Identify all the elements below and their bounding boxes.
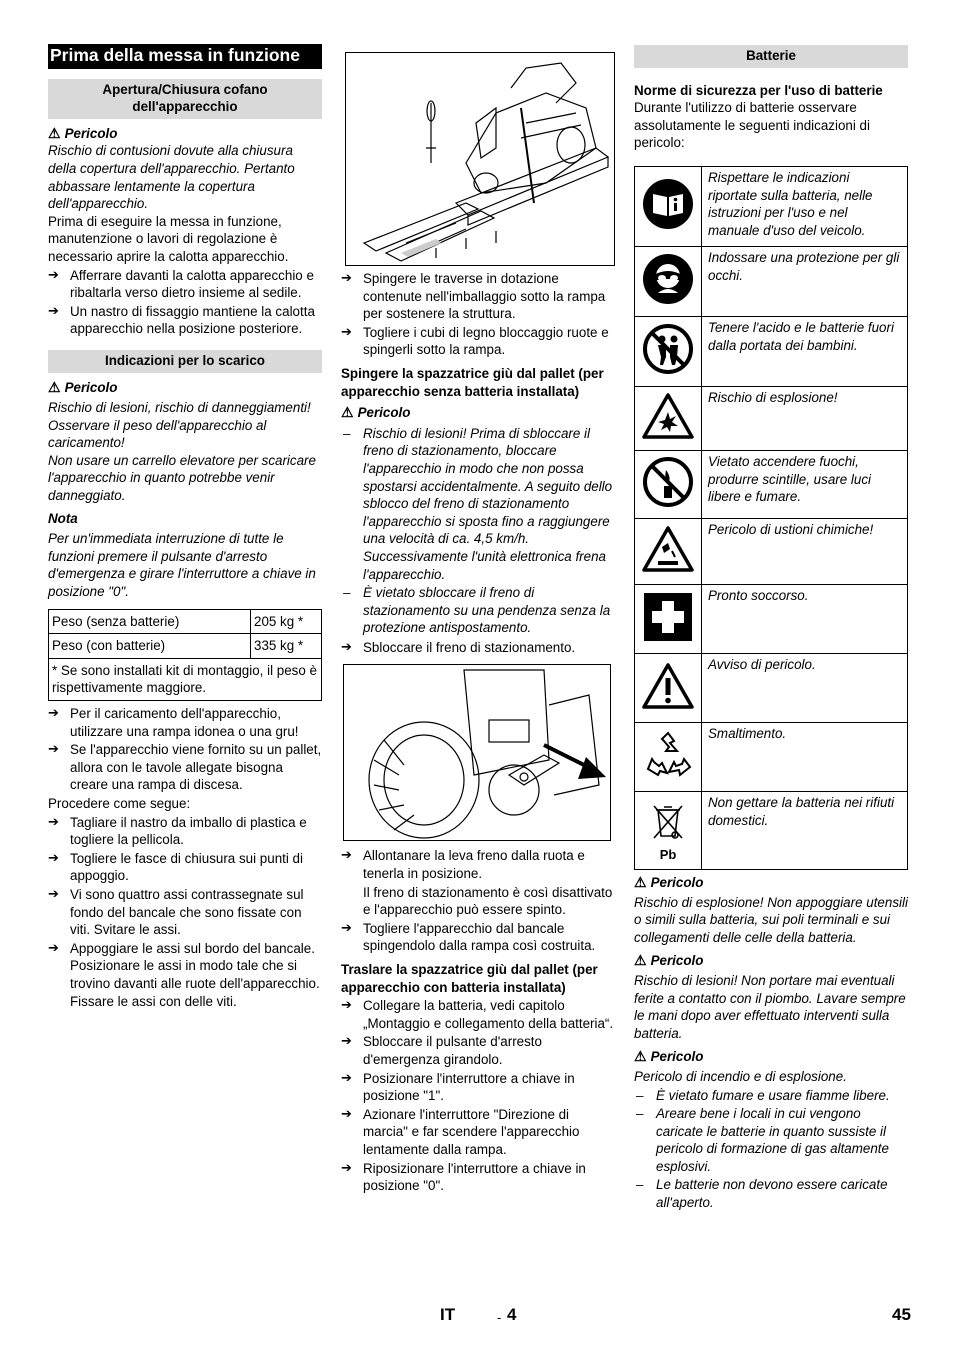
warning-text: Rischio di esplosione! Non appoggiare utensili o simili sulla batteria, sui poli terminali e sui collegamenti delle celle della batteria. bbox=[634, 894, 908, 945]
step-item: ➔ Togliere i cubi di legno bloccaggio ruote e spingerli sotto la rampa. bbox=[341, 324, 615, 359]
table-row bbox=[49, 634, 322, 659]
symbol-text: Avviso di pericolo. bbox=[702, 653, 908, 722]
column-middle bbox=[341, 44, 615, 1196]
brake-lever-illustration bbox=[343, 664, 611, 841]
warning-label: ⚠ Pericolo bbox=[634, 1048, 704, 1065]
subheading-batteries: Batterie bbox=[634, 45, 908, 68]
step-item: ➔ Sbloccare il freno di stazionamento. bbox=[341, 639, 615, 657]
dash-item: – Rischio di lesioni! Prima di sbloccare il freno di stazionamento, bloccare l'apparecchio in modo che non possa spostarsi accidentalmente. A seguito dello sblocco del freno di stazionamento l'apparecchio si sposta fino a raggiungere una velocità di ca. 4,5 km/h. Successivamente l'unità elettronica frena l'apparecchio. bbox=[341, 425, 615, 583]
table-row bbox=[635, 584, 908, 653]
step-item: ➔ Se l'apparecchio viene fornito su un pallet, allora con le tavole allegate bisogna creare una rampa di discesa. bbox=[48, 741, 322, 794]
warning-text: Rischio di lesioni! Non portare mai eventuali ferite a contatto con il piombo. Lavare sempre le mani dopo aver effettuato interventi sulla batteria. bbox=[634, 972, 906, 1041]
dash-item: – È vietato fumare e usare fiamme libere. bbox=[634, 1087, 908, 1105]
warning-triangle-icon: ⚠ bbox=[48, 124, 61, 141]
step-item: ➔ Tagliare il nastro da imballo di plastica e togliere la pellicola. bbox=[48, 814, 322, 849]
table-row bbox=[49, 658, 322, 700]
note-text: Per un'immediata interruzione di tutte le funzioni premere il pulsante d'arresto d'emergenza e girare l'interruttore a chiave in posizione "0". bbox=[48, 531, 316, 600]
symbol-text: Tenere l'acido e le batterie fuori dalla portata dei bambini. bbox=[702, 316, 908, 386]
no-fire-icon bbox=[635, 450, 702, 518]
step-item: ➔ Appoggiare le assi sul bordo del bancale. Posizionare le assi in modo tale che si trovino davanti alle ruote dell'apparecchio. Fissare le assi con delle viti. bbox=[48, 940, 322, 1010]
no-children-icon bbox=[635, 316, 702, 386]
paragraph: Il freno di stazionamento è così disattivato e l'apparecchio può essere spinto. bbox=[363, 884, 613, 918]
step-item: ➔ Collegare la batteria, vedi capitolo „Montaggio e collegamento della batteria“. bbox=[341, 997, 615, 1032]
step-item: ➔ Afferrare davanti la calotta apparecchio e ribaltarla verso dietro insieme al sedile. bbox=[48, 267, 322, 302]
goggles-icon bbox=[635, 246, 702, 316]
warning-label: ⚠ Pericolo bbox=[341, 404, 411, 421]
step-item: ➔ Azionare l'interruttore "Direzione di marcia" e far scendere l'apparecchio lentamente dalla rampa. bbox=[341, 1106, 615, 1159]
paragraph: Prima di eseguire la messa in funzione, manutenzione o lavori di regolazione è necessario aprire la calotta apparecchio. bbox=[48, 213, 289, 264]
warning-triangle-icon: ⚠ bbox=[634, 1048, 647, 1065]
table-row bbox=[635, 450, 908, 518]
column-right bbox=[634, 44, 908, 1213]
table-row bbox=[635, 166, 908, 246]
corrosive-icon bbox=[635, 518, 702, 584]
no-bin-icon bbox=[635, 791, 702, 869]
table-row bbox=[635, 653, 908, 722]
footer-section-number: 4 bbox=[507, 1305, 517, 1324]
subheading-cover: Apertura/Chiusura cofano dell'apparecchio bbox=[48, 79, 322, 119]
footer-separator: - bbox=[497, 1310, 502, 1325]
section-title: Prima della messa in funzione bbox=[48, 44, 322, 69]
symbol-text: Rischio di esplosione! bbox=[702, 386, 908, 450]
table-row bbox=[49, 609, 322, 634]
table-cell: 205 kg * bbox=[251, 609, 322, 634]
warning-text: Non usare un carrello elevatore per scaricare l'apparecchio in quanto potrebbe venir danneggiato. bbox=[48, 452, 316, 504]
manual-icon bbox=[635, 166, 702, 246]
first-aid-icon bbox=[635, 584, 702, 653]
explosion-icon bbox=[635, 386, 702, 450]
step-item: ➔ Allontanare la leva freno dalla ruota e tenerla in posizione. bbox=[341, 847, 615, 882]
warning-label: ⚠ Pericolo bbox=[634, 952, 704, 969]
table-row bbox=[635, 246, 908, 316]
symbol-text: Smaltimento. bbox=[702, 722, 908, 791]
heading: Traslare la spazzatrice giù dal pallet (per apparecchio con batteria installata) bbox=[341, 962, 598, 995]
subheading-unloading: Indicazioni per lo scarico bbox=[48, 350, 322, 373]
symbol-text: Pronto soccorso. bbox=[702, 584, 908, 653]
warning-icon bbox=[635, 653, 702, 722]
step-item: ➔ Togliere l'apparecchio dal bancale spingendolo dalla rampa così costruita. bbox=[341, 920, 615, 955]
symbol-text: Vietato accendere fuochi, produrre scintille, usare luci libere e fumare. bbox=[702, 450, 908, 518]
pb-label: Pb bbox=[659, 847, 677, 863]
footer-language: IT bbox=[440, 1305, 456, 1324]
symbol-text: Pericolo di ustioni chimiche! bbox=[702, 518, 908, 584]
paragraph: Durante l'utilizzo di batterie osservare assolutamente le seguenti indicazioni di pericolo: bbox=[634, 100, 870, 151]
warning-text: Rischio di lesioni, rischio di danneggiamenti! bbox=[48, 400, 311, 416]
warning-text: Osservare il peso dell'apparecchio al caricamento! bbox=[48, 417, 267, 451]
recycle-icon bbox=[635, 722, 702, 791]
step-item: ➔ Sbloccare il pulsante d'arresto d'emergenza girandolo. bbox=[341, 1033, 615, 1068]
warning-triangle-icon: ⚠ bbox=[341, 404, 354, 421]
heading: Norme di sicurezza per l'uso di batterie bbox=[634, 82, 883, 98]
step-item: ➔ Posizionare l'interruttore a chiave in posizione "1". bbox=[341, 1070, 615, 1105]
warning-text: Rischio di contusioni dovute alla chiusura della copertura dell'apparecchio. Pertanto abbassare lentamente la copertura dell'apparecchio. bbox=[48, 143, 295, 212]
warning-triangle-icon: ⚠ bbox=[634, 873, 647, 890]
note-label: Nota bbox=[48, 510, 78, 526]
step-item: ➔ Togliere le fasce di chiusura sui punti di appoggio. bbox=[48, 850, 322, 885]
warning-triangle-icon: ⚠ bbox=[48, 378, 61, 395]
warning-text: Pericolo di incendio e di esplosione. bbox=[634, 1068, 847, 1084]
symbol-text: Non gettare la batteria nei rifiuti domestici. bbox=[702, 791, 908, 869]
step-item: ➔ Spingere le traverse in dotazione contenute nell'imballaggio sotto la rampa per sostenere la struttura. bbox=[341, 270, 615, 323]
table-cell: Peso (senza batterie) bbox=[49, 609, 251, 634]
table-row bbox=[635, 386, 908, 450]
step-item: ➔ Per il caricamento dell'apparecchio, utilizzare una rampa idonea o una gru! bbox=[48, 705, 322, 740]
pallet-ramp-illustration bbox=[345, 52, 615, 266]
step-item: ➔ Riposizionare l'interruttore a chiave in posizione "0". bbox=[341, 1160, 615, 1195]
warning-label: ⚠ Pericolo bbox=[634, 873, 704, 890]
column-left bbox=[48, 44, 322, 1011]
page-number: 45 bbox=[892, 1305, 911, 1324]
table-row bbox=[635, 316, 908, 386]
dash-item: – Le batterie non devono essere caricate all'aperto. bbox=[634, 1176, 908, 1211]
dash-item: – È vietato sbloccare il freno di stazionamento su una pendenza senza la protezione antispostamento. bbox=[341, 584, 615, 637]
step-item: ➔ Un nastro di fissaggio mantiene la calotta apparecchio nella posizione posteriore. bbox=[48, 303, 322, 338]
table-row bbox=[635, 722, 908, 791]
table-cell: 335 kg * bbox=[251, 634, 322, 659]
table-note: * Se sono installati kit di montaggio, il peso è rispettivamente maggiore. bbox=[49, 658, 322, 700]
table-cell: Peso (con batterie) bbox=[49, 634, 251, 659]
weight-table bbox=[48, 609, 322, 701]
warning-triangle-icon: ⚠ bbox=[634, 952, 647, 969]
safety-symbol-table bbox=[634, 166, 908, 870]
symbol-text: Indossare una protezione per gli occhi. bbox=[702, 246, 908, 316]
dash-item: – Areare bene i locali in cui vengono caricate le batterie in quanto sussiste il pericolo di formazione di gas altamente esplosivi. bbox=[634, 1105, 908, 1175]
warning-label: ⚠ Pericolo bbox=[48, 378, 118, 395]
symbol-text: Rispettare le indicazioni riportate sulla batteria, nelle istruzioni per l'uso e nel manuale d'uso del veicolo. bbox=[702, 166, 908, 246]
heading: Spingere la spazzatrice giù dal pallet (per apparecchio senza batteria installata) bbox=[341, 365, 604, 399]
paragraph: Procedere come segue: bbox=[48, 795, 191, 811]
warning-label: ⚠ Pericolo bbox=[48, 124, 118, 141]
table-row bbox=[635, 518, 908, 584]
table-row bbox=[635, 791, 908, 869]
step-item: ➔ Vi sono quattro assi contrassegnate sul fondo del bancale che sono fissate con viti. Svitare le assi. bbox=[48, 886, 322, 939]
